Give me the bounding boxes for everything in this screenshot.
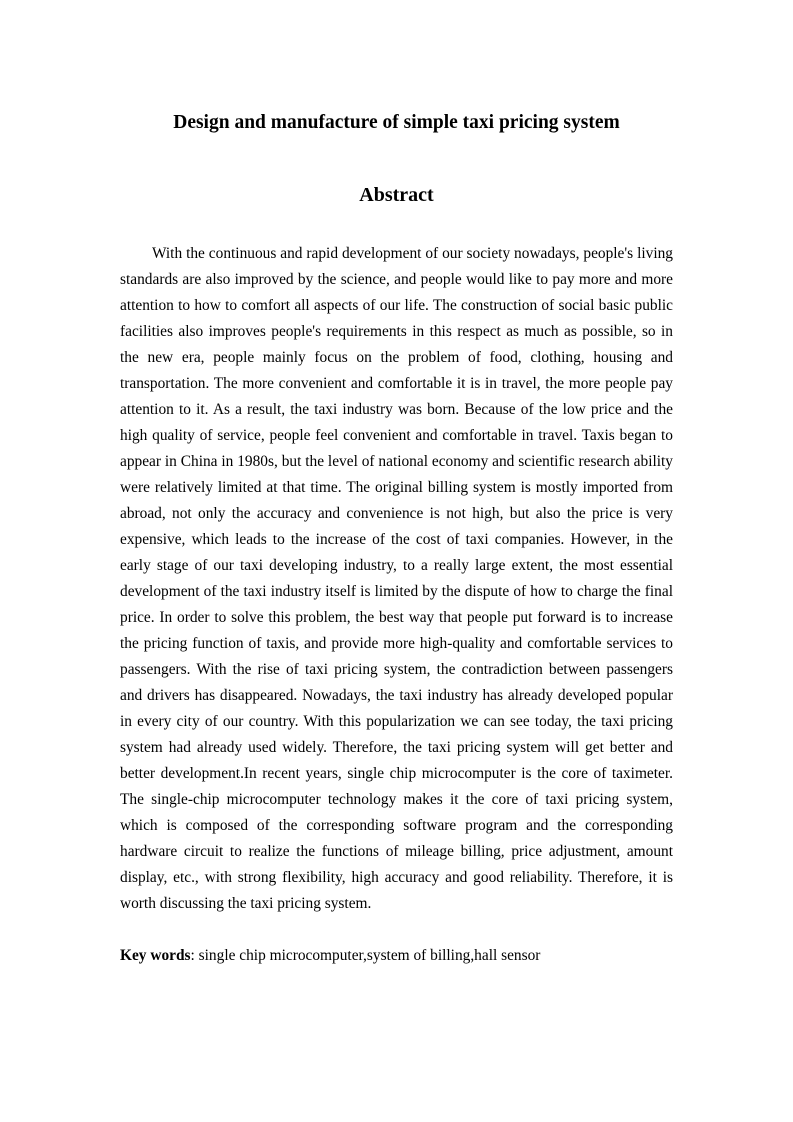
keywords-label: Key words (120, 947, 191, 964)
abstract-paragraph: With the continuous and rapid development of our society nowadays, people's living standards are also improved by the science, and people would like to pay more and more attention to how to comfort all aspects of our life. The construction of social basic public facilities also improves people's requirements in this respect as much as possible, so in the new era, people mainly focus on the problem of food, clothing, housing and transportation. The more convenient and comfortable it is in travel, the more people pay attention to it. As a result, the taxi industry was born. Because of the low price and the high quality of service, people feel convenient and comfortable in travel. Taxis began to appear in China in 1980s, but the level of national economy and scientific research ability were relatively limited at that time. The original billing system is mostly imported from abroad, not only the accuracy and convenience is not high, but also the price is very expensive, which leads to the increase of the cost of taxi companies. However, in the early stage of our taxi developing industry, to a really large extent, the most essential development of the taxi industry itself is limited by the dispute of how to charge the final price. In order to solve this problem, the best way that people put forward is to increase the pricing function of taxis, and provide more high-quality and comfortable services to passengers. With the rise of taxi pricing system, the contradiction between passengers and drivers has disappeared. Nowadays, the taxi industry has already developed popular in every city of our country. With this popularization we can see today, the taxi pricing system had already used widely. Therefore, the taxi pricing system will get better and better development.In recent years, single chip microcomputer is the core of taximeter. The single-chip microcomputer technology makes it the core of taxi pricing system, which is composed of the corresponding software program and the corresponding hardware circuit to realize the functions of mileage billing, price adjustment, amount display, etc., with strong flexibility, high accuracy and good reliability. Therefore, it is worth discussing the taxi pricing system. (120, 245, 673, 912)
keywords-line (120, 943, 673, 969)
keywords-text: single chip microcomputer,system of billing,hall sensor (198, 947, 541, 964)
document-title: Design and manufacture of simple taxi pricing system (173, 112, 620, 133)
keywords-separator: : (190, 947, 199, 964)
abstract-heading: Abstract (359, 184, 434, 206)
